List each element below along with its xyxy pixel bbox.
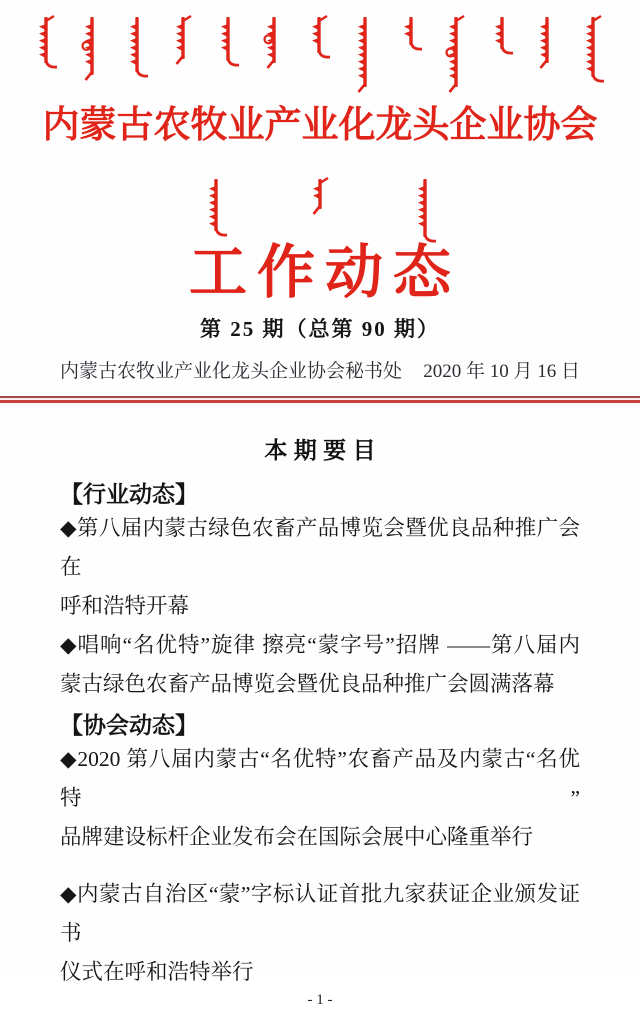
mongolian-word-icon: [398, 14, 424, 54]
publish-date: 2020 年 10 月 16 日: [423, 360, 580, 382]
mongolian-word-icon: [352, 14, 378, 96]
publisher-row: [60, 359, 580, 384]
mongolian-word-icon: [203, 176, 229, 240]
toc-heading: 本 期 要 目: [264, 436, 376, 463]
page-footer: [60, 992, 580, 1017]
mongolian-word-icon: [580, 14, 606, 86]
mongolian-word-icon: [306, 14, 332, 62]
toc-item-line: 呼和浩特开幕: [60, 593, 190, 618]
mongolian-script-banner: [33, 14, 606, 96]
mongolian-word-icon: [261, 14, 287, 72]
toc-item: [60, 509, 580, 626]
section-label-industry: 【行业动态】: [60, 480, 198, 507]
toc-item: [60, 740, 580, 857]
mongolian-word-icon: [412, 176, 438, 246]
toc-item-line: 仪式在呼和浩特举行: [60, 959, 254, 984]
mongolian-word-icon: [79, 14, 105, 84]
mongolian-word-icon: [443, 14, 469, 96]
toc-item-line: ◆第八届内蒙古绿色农畜产品博览会暨优良品种推广会在: [60, 515, 580, 579]
table-of-contents: [60, 403, 580, 992]
mongolian-word-icon: [124, 14, 150, 81]
issue-number: 第 25 期（总第 90 期）: [200, 316, 440, 341]
toc-item: [60, 626, 580, 704]
bulletin-title: 工作动态: [188, 240, 461, 306]
toc-item-line: ◆唱响“名优特”旋律 擦亮“蒙字号”招牌 ——第八届内: [60, 632, 580, 657]
mongolian-word-icon: [33, 14, 59, 72]
section-label-association: 【协会动态】: [60, 711, 198, 738]
mongolian-word-icon: [307, 176, 333, 218]
mongolian-word-icon: [534, 14, 560, 72]
toc-item-line: ◆内蒙古自治区“蒙”字标认证首批九家获证企业颁发证书: [60, 881, 580, 945]
mongolian-script-subtitle: [203, 176, 438, 246]
toc-item-line: 蒙古绿色农畜产品博览会暨优良品种推广会圆满落幕: [60, 671, 555, 696]
toc-item-line: ◆2020 第八届内蒙古“名优特”农畜产品及内蒙古“名优特”: [60, 746, 580, 810]
publisher-name: 内蒙古农牧业产业化龙头企业协会秘书处: [60, 360, 403, 382]
org-title: 内蒙古农牧业产业化龙头企业协会: [42, 105, 598, 146]
mongolian-word-icon: [170, 14, 196, 68]
divider-rule: [0, 396, 640, 403]
page-number: - 1 -: [307, 991, 333, 1008]
toc-item: [60, 875, 580, 992]
mongolian-word-icon: [489, 14, 515, 58]
mongolian-word-icon: [215, 14, 241, 70]
toc-item-line: 品牌建设标杆企业发布会在国际会展中心隆重举行: [60, 824, 534, 849]
